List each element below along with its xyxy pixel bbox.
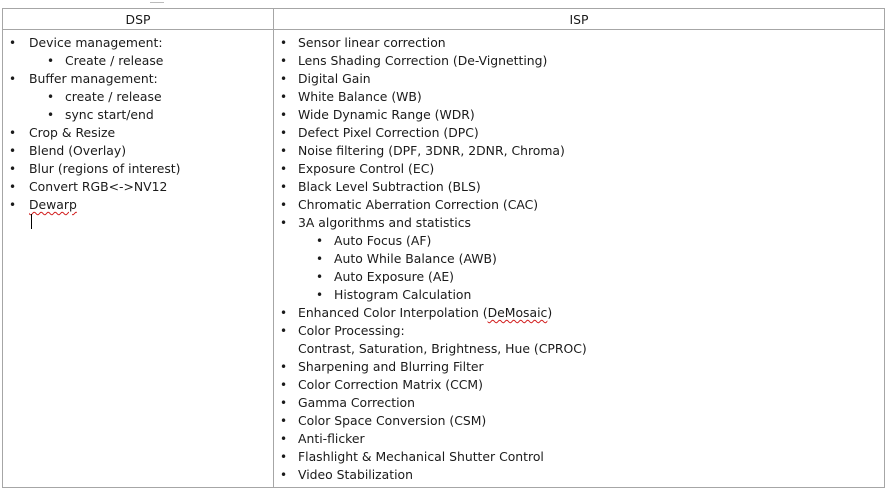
- sub-list-item-label: Auto While Balance (AWB): [334, 251, 497, 266]
- list-item: [3, 142, 273, 160]
- bullet-icon: •: [280, 450, 288, 464]
- bullet-icon: •: [280, 198, 288, 212]
- list-item-label: Buffer management:: [29, 71, 158, 86]
- list-item: [274, 196, 884, 214]
- list-item-label: Wide Dynamic Range (WDR): [298, 107, 475, 122]
- sub-list-item-label: Histogram Calculation: [334, 287, 472, 302]
- sub-list-item: [298, 250, 884, 268]
- bullet-icon: •: [280, 90, 288, 104]
- list-item: [3, 34, 273, 70]
- bullet-icon: •: [316, 270, 324, 284]
- list-item: [274, 34, 884, 52]
- bullet-icon: •: [9, 162, 17, 176]
- bullet-icon: •: [316, 252, 324, 266]
- list-item-label: Crop & Resize: [29, 125, 116, 140]
- list-item: [3, 196, 273, 214]
- bullet-icon: •: [9, 36, 17, 50]
- text-cursor: [31, 214, 32, 229]
- bullet-icon: •: [9, 72, 17, 86]
- list-item-label: Lens Shading Correction (De-Vignetting): [298, 53, 548, 68]
- bullet-icon: •: [280, 126, 288, 140]
- bullet-icon: •: [47, 54, 55, 68]
- bullet-icon: •: [280, 162, 288, 176]
- list-item-label: Noise filtering (DPF, 3DNR, 2DNR, Chroma): [298, 143, 565, 158]
- list-item-label-pre: Enhanced Color Interpolation (: [298, 305, 488, 320]
- list-item-label: Chromatic Aberration Correction (CAC): [298, 197, 539, 212]
- list-item: [274, 160, 884, 178]
- top-edge-fragment: [150, 0, 164, 3]
- list-item: [274, 358, 884, 376]
- bullet-icon: •: [316, 234, 324, 248]
- list-item: [274, 430, 884, 448]
- sub-list-item: [298, 286, 884, 304]
- header-row: [3, 9, 885, 30]
- list-item: [274, 304, 884, 322]
- bullet-icon: •: [9, 126, 17, 140]
- list-item-label: 3A algorithms and statistics: [298, 215, 471, 230]
- bullet-icon: •: [47, 90, 55, 104]
- list-item-label: Video Stabilization: [298, 467, 413, 482]
- bullet-icon: •: [280, 54, 288, 68]
- list-item: [274, 52, 884, 70]
- list-item: [274, 124, 884, 142]
- list-item: [274, 412, 884, 430]
- list-item-label: Sensor linear correction: [298, 35, 446, 50]
- sub-list-item-label: Auto Exposure (AE): [334, 269, 454, 284]
- list-item-label: Gamma Correction: [298, 395, 415, 410]
- bullet-icon: •: [280, 324, 288, 338]
- bullet-icon: •: [280, 72, 288, 86]
- body-row: [3, 30, 885, 488]
- list-item: [274, 448, 884, 466]
- list-item-label-misspelled: DeMosaic: [487, 305, 548, 320]
- header-dsp: DSP: [3, 9, 274, 30]
- bullet-icon: •: [280, 432, 288, 446]
- bullet-icon: •: [9, 180, 17, 194]
- list-item-label: Blend (Overlay): [29, 143, 127, 158]
- list-item: [3, 178, 273, 196]
- list-item: [3, 124, 273, 142]
- list-item-label: Black Level Subtraction (BLS): [298, 179, 481, 194]
- list-item: [274, 178, 884, 196]
- header-isp: ISP: [274, 9, 885, 30]
- list-item-continuation: Contrast, Saturation, Brightness, Hue (CPROC): [298, 341, 587, 356]
- bullet-icon: •: [280, 144, 288, 158]
- sub-list-item-label: create / release: [65, 89, 162, 104]
- list-item: [274, 106, 884, 124]
- bullet-icon: •: [316, 288, 324, 302]
- list-item: [274, 466, 884, 484]
- dsp-cell[interactable]: [3, 30, 274, 488]
- bullet-icon: •: [9, 198, 17, 212]
- bullet-icon: •: [280, 180, 288, 194]
- sub-list-item: [29, 88, 273, 106]
- sub-list-item-label: Create / release: [65, 53, 164, 68]
- list-item-label: Blur (regions of interest): [29, 161, 181, 176]
- bullet-icon: •: [47, 108, 55, 122]
- list-item-label-post: ): [547, 305, 553, 320]
- list-item-label: Defect Pixel Correction (DPC): [298, 125, 479, 140]
- bullet-icon: •: [280, 36, 288, 50]
- bullet-icon: •: [280, 468, 288, 482]
- list-item-label: Convert RGB<->NV12: [29, 179, 168, 194]
- list-item: [274, 394, 884, 412]
- list-item: [274, 214, 884, 304]
- list-item: [274, 376, 884, 394]
- list-item-label: Anti-flicker: [298, 431, 365, 446]
- sub-list-item-label: Auto Focus (AF): [334, 233, 432, 248]
- dsp-list: [3, 30, 273, 214]
- list-item-label: Sharpening and Blurring Filter: [298, 359, 484, 374]
- list-item-label: Flashlight & Mechanical Shutter Control: [298, 449, 544, 464]
- sub-list-item: [298, 268, 884, 286]
- list-item-label: Color Processing:: [298, 323, 405, 338]
- sub-list-item: [29, 106, 273, 124]
- list-item-label: Color Correction Matrix (CCM): [298, 377, 483, 392]
- bullet-icon: •: [280, 414, 288, 428]
- bullet-icon: •: [280, 378, 288, 392]
- bullet-icon: •: [280, 360, 288, 374]
- bullet-icon: •: [280, 216, 288, 230]
- list-item: [274, 322, 884, 358]
- list-item-label: White Balance (WB): [298, 89, 422, 104]
- bullet-icon: •: [280, 108, 288, 122]
- bullet-icon: •: [280, 396, 288, 410]
- isp-cell[interactable]: [274, 30, 885, 488]
- list-item-label: Dewarp: [29, 197, 77, 212]
- isp-list: [274, 30, 884, 484]
- list-item-label: Digital Gain: [298, 71, 371, 86]
- list-item: [274, 88, 884, 106]
- list-item: [274, 142, 884, 160]
- list-item-label: Exposure Control (EC): [298, 161, 435, 176]
- list-item: [274, 70, 884, 88]
- bullet-icon: •: [9, 144, 17, 158]
- bullet-icon: •: [280, 306, 288, 320]
- list-item-label: Device management:: [29, 35, 163, 50]
- sub-list-item-label: sync start/end: [65, 107, 154, 122]
- sub-list-item: [298, 232, 884, 250]
- list-item-label: Color Space Conversion (CSM): [298, 413, 487, 428]
- list-item: [3, 160, 273, 178]
- comparison-table: [2, 8, 885, 488]
- list-item: [3, 70, 273, 124]
- sub-list-item: [29, 52, 273, 70]
